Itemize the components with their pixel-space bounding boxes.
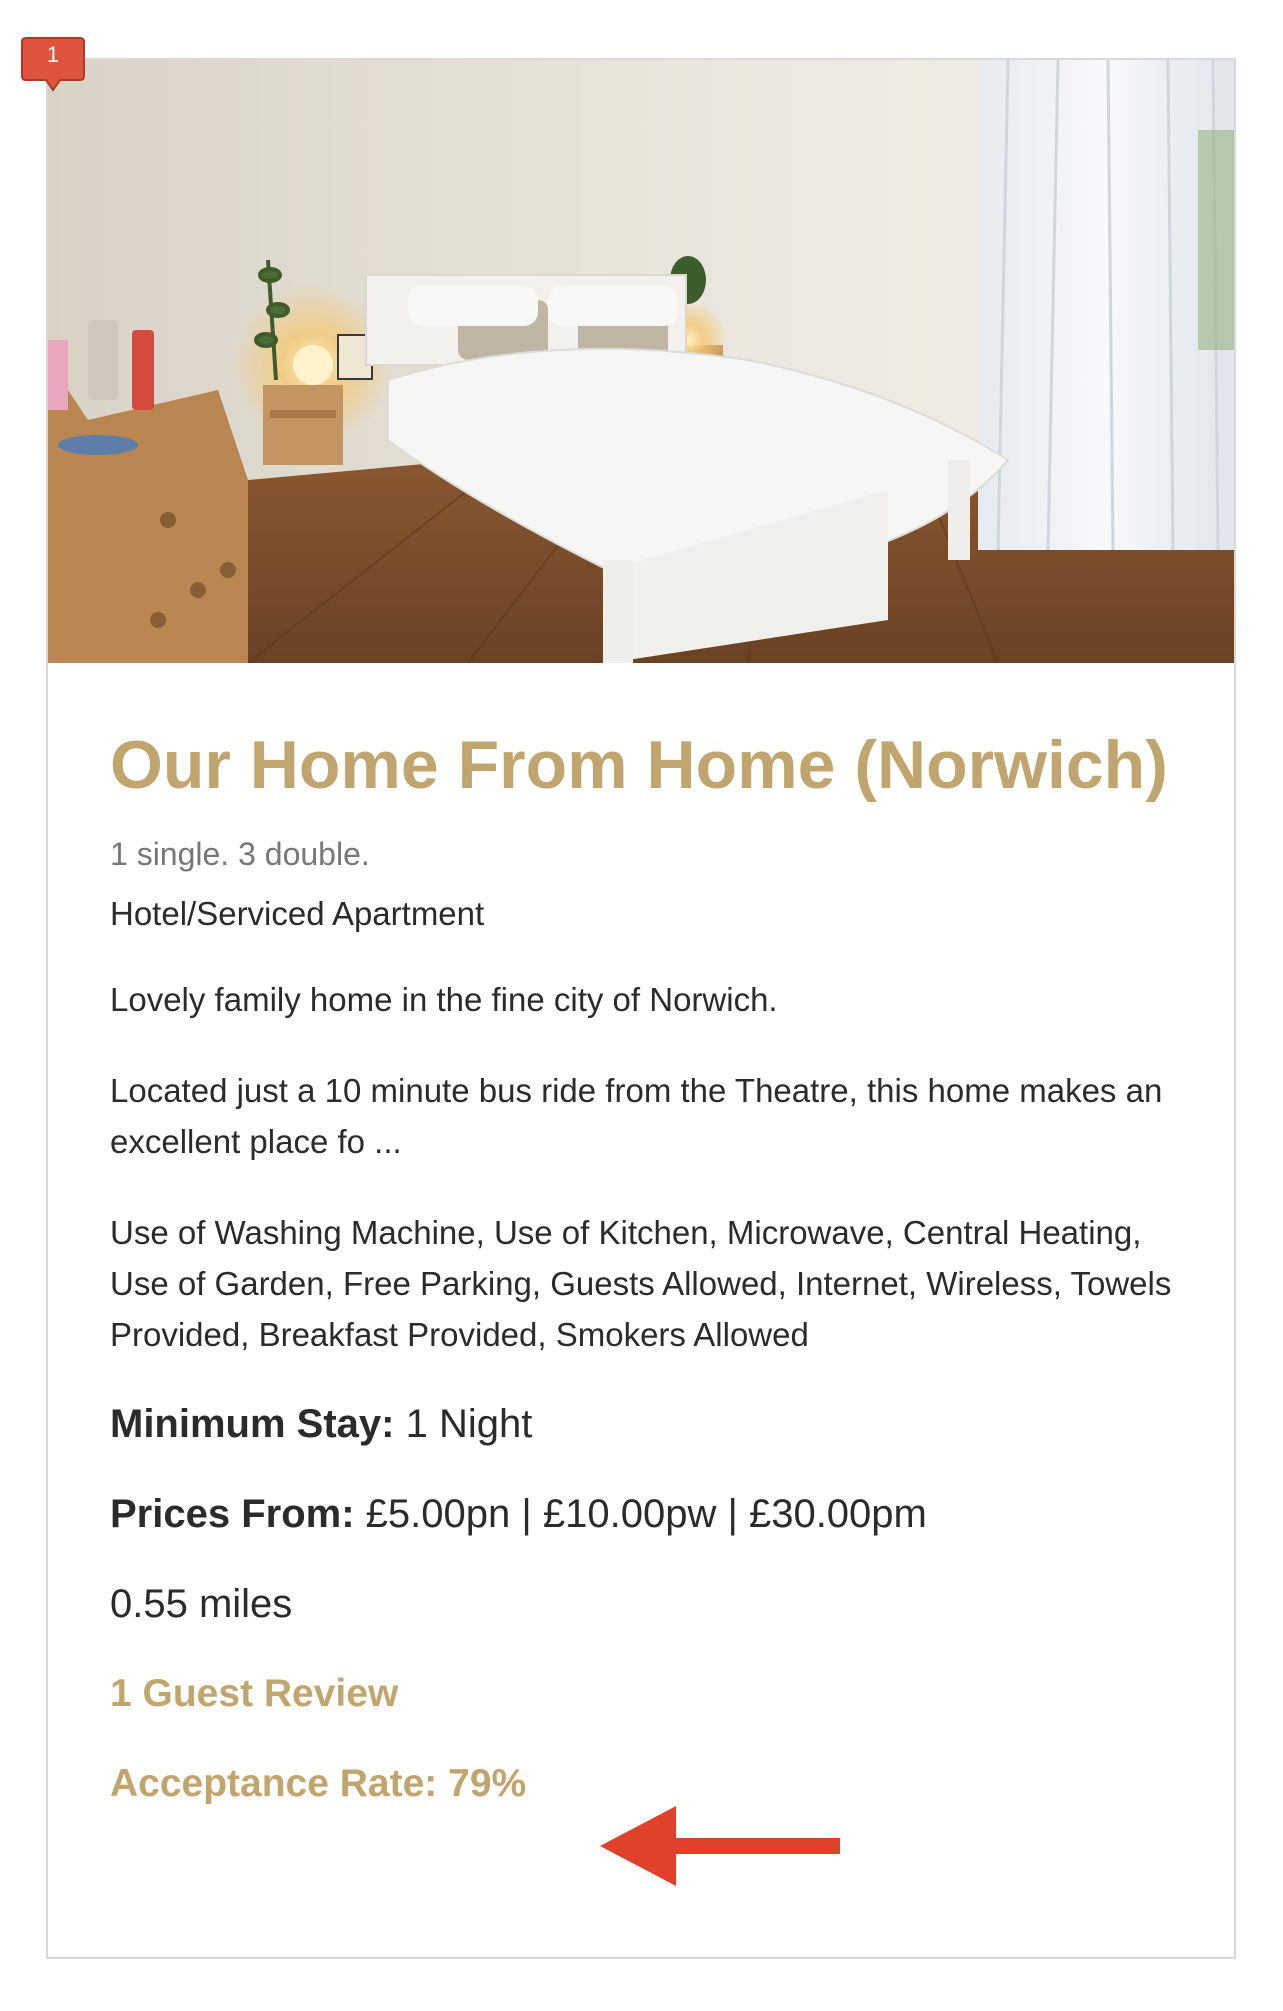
guest-reviews-link[interactable]: 1 Guest Review (110, 1672, 399, 1715)
listing-card[interactable] (46, 58, 1236, 1959)
distance: 0.55 miles (110, 1582, 293, 1626)
listing-details (110, 726, 1190, 1810)
minimum-stay (110, 1398, 1190, 1450)
amenities-list: Use of Washing Machine, Use of Kitchen, Microwave, Central Heating, Use of Garden, Free Parking, Guests Allowed, Internet, Wireless, Towels Provided, Breakfast Provided, Smokers Allowed (110, 1214, 1172, 1353)
acceptance-rate: Acceptance Rate: 79% (110, 1762, 527, 1805)
red-arrow-icon (600, 1804, 840, 1888)
listing-title[interactable]: Our Home From Home (Norwich) (110, 727, 1168, 803)
prices-from (110, 1488, 1190, 1540)
property-type: Hotel/Serviced Apartment (110, 895, 485, 932)
minimum-stay-value: 1 Night (405, 1402, 533, 1446)
minimum-stay-label: Minimum Stay: (110, 1402, 395, 1446)
notification-count: 1 (46, 42, 60, 67)
bedding-info: 1 single. 3 double. (110, 836, 370, 872)
prices-label: Prices From: (110, 1492, 355, 1536)
bedroom-photo[interactable] (48, 60, 1234, 663)
listing-summary: Lovely family home in the fine city of Norwich. (110, 981, 778, 1018)
prices-value: £5.00pn | £10.00pw | £30.00pm (365, 1492, 927, 1536)
listing-description: Located just a 10 minute bus ride from the Theatre, this home makes an excellent place fo ... (110, 1072, 1163, 1160)
notification-badge[interactable] (20, 36, 86, 94)
